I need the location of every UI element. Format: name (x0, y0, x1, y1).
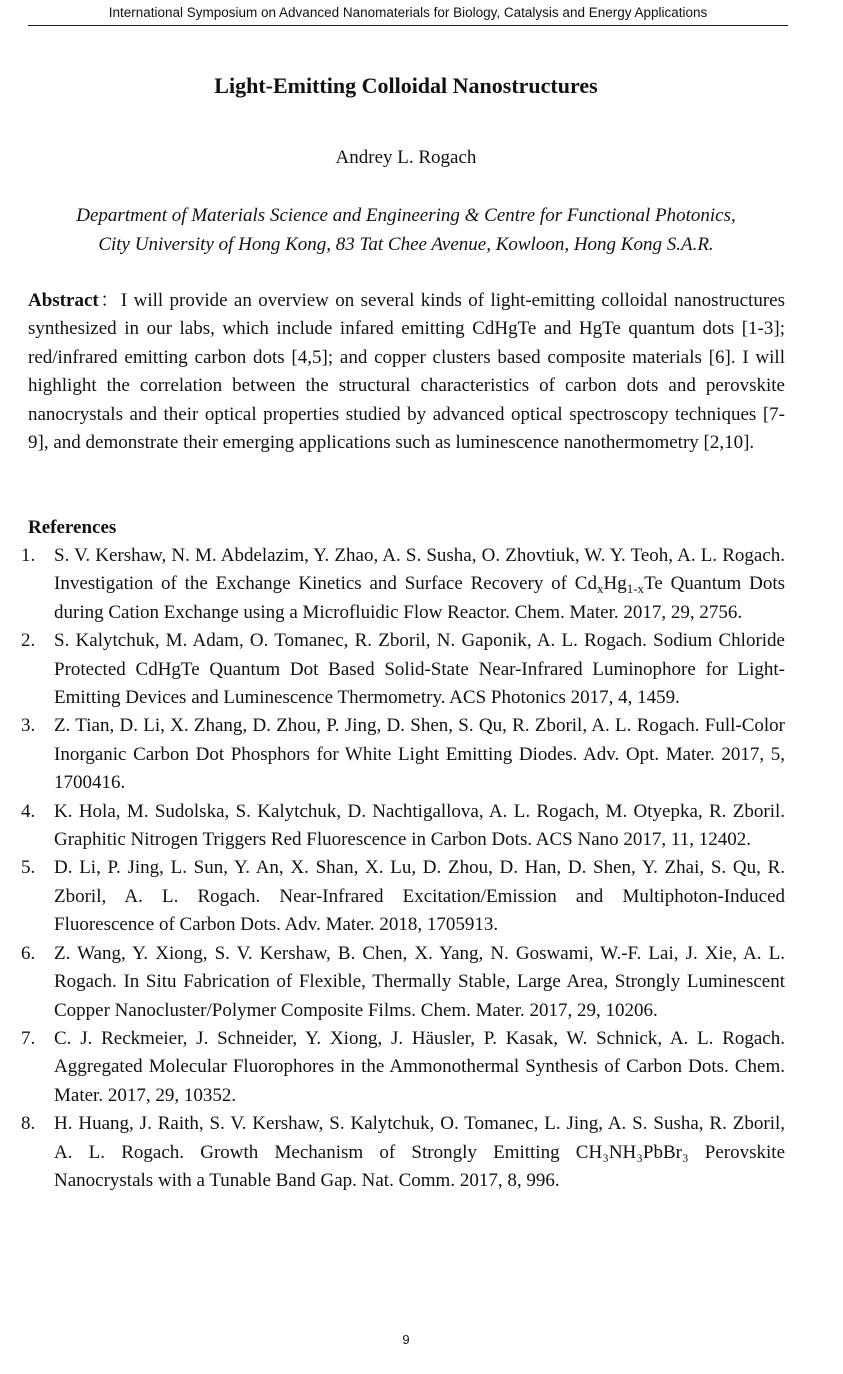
references-heading: References (28, 517, 117, 538)
reference-number: 3. (21, 715, 36, 737)
reference-item-3 (0, 712, 785, 797)
reference-text: S. Kalytchuk, M. Adam, O. Tomanec, R. Zboril, N. Gaponik, A. L. Rogach. Sodium Chloride Protected CdHgTe Quantum Dot Based Solid-State Near-Infrared Luminophore for Light-Emitting Devices and Luminescence Thermometry. ACS Photonics 2017, 4, 1459. (54, 630, 785, 709)
subscript: x (596, 581, 604, 597)
abstract-text: I will provide an overview on several kinds of light-emitting colloidal nanostructures synthesized in our labs, which include infared emitting CdHgTe and HgTe quantum dots [1-3]; red/infrared emitting carbon dots [4,5]; and copper clusters based composite materials [6]. I will highlight the correlation between the structural characteristics of carbon dots and perovskite nanocrystals and their optical properties studied by advanced optical spectroscopy techniques [7-9], and demonstrate their emerging applications such as luminescence nanothermometry [2,10]. (28, 290, 785, 454)
reference-number: 4. (21, 800, 36, 822)
subscript: 1-x (626, 581, 645, 597)
paper-title: Light-Emitting Colloidal Nanostructures (214, 73, 598, 98)
reference-text: Z. Tian, D. Li, X. Zhang, D. Zhou, P. Jing, D. Shen, S. Qu, R. Zboril, A. L. Rogach. Full-Color Inorganic Carbon Dot Phosphors for White Light Emitting Diodes. Adv. Opt. Mater. 2017, 5, 1700416. (54, 715, 785, 794)
reference-number: 2. (21, 630, 36, 652)
abstract (28, 287, 785, 457)
reference-number: 7. (21, 1027, 36, 1049)
reference-text: C. J. Reckmeier, J. Schneider, Y. Xiong, J. Häusler, P. Kasak, W. Schnick, A. L. Rogach. Aggregated Molecular Fluorophores in the Ammonothermal Synthesis of Carbon Dots. Chem. Mater. 2017, 29, 10352. (54, 1027, 785, 1106)
reference-text: Z. Wang, Y. Xiong, S. V. Kershaw, B. Chen, X. Yang, N. Goswami, W.-F. Lai, J. Xie, A. L. Rogach. In Situ Fabrication of Flexible, Thermally Stable, Large Area, Strongly Luminescent Copper Nanocluster/Polymer Composite Films. Chem. Mater. 2017, 29, 10206. (54, 942, 785, 1021)
running-header: International Symposium on Advanced Nanomaterials for Biology, Catalysis and Energy Applications (108, 5, 708, 20)
reference-text-part: S. V. Kershaw, N. M. Abdelazim, Y. Zhao, A. S. Susha, O. Zhovtiuk, W. Y. Teoh, A. L. Rogach. Investigation of the Exchange Kinetics and Surface Recovery of Cd (54, 545, 785, 595)
reference-item-7 (0, 1025, 785, 1110)
reference-text: D. Li, P. Jing, L. Sun, Y. An, X. Shan, X. Lu, D. Zhou, D. Han, D. Shen, Y. Zhai, S. Qu, R. Zboril, A. L. Rogach. Near-Infrared Excitation/Emission and Multiphoton-Induced Fluorescence of Carbon Dots. Adv. Mater. 2018, 1705913. (54, 857, 785, 936)
reference-text (54, 542, 785, 627)
reference-item-4 (0, 798, 785, 855)
abstract-label: Abstract (28, 290, 99, 311)
page-number: 9 (402, 1332, 410, 1347)
affiliation-line-1: Department of Materials Science and Engineering & Centre for Functional Photonics, (76, 205, 736, 226)
reference-list (0, 542, 785, 1195)
reference-item-6 (0, 940, 785, 1025)
abstract-separator: ： (98, 290, 121, 311)
reference-number: 8. (21, 1113, 36, 1135)
reference-item-1 (0, 542, 785, 627)
reference-number: 5. (21, 857, 36, 879)
affiliation-line-2: City University of Hong Kong, 83 Tat Chee Avenue, Kowloon, Hong Kong S.A.R. (98, 234, 714, 255)
reference-text-part: Hg (603, 573, 627, 595)
reference-text: K. Hola, M. Sudolska, S. Kalytchuk, D. Nachtigallova, A. L. Rogach, M. Otyepka, R. Zboril. Graphitic Nitrogen Triggers Red Fluorescence in Carbon Dots. ACS Nano 2017, 11, 12402. (54, 800, 785, 851)
affiliation (0, 201, 812, 259)
author-name: Andrey L. Rogach (335, 147, 477, 168)
reference-text-part: Te Quantum Dots during Cation Exchange using a Microfluidic Flow Reactor. Chem. Mater. 2017, 29, 2756. (54, 573, 785, 623)
reference-item-5 (0, 854, 785, 939)
reference-item-8 (0, 1110, 785, 1195)
header-divider (28, 25, 788, 26)
reference-text: H. Huang, J. Raith, S. V. Kershaw, S. Kalytchuk, O. Tomanec, L. Jing, A. S. Susha, R. Zboril, A. L. Rogach. Growth Mechanism of Strongly Emitting CH₃NH₃PbBr₃ Perovskite Nanocrystals with a Tunable Band Gap. Nat. Comm. 2017, 8, 996. (54, 1113, 785, 1191)
reference-item-2 (0, 627, 785, 712)
reference-number: 1. (21, 545, 36, 566)
reference-number: 6. (21, 942, 36, 964)
